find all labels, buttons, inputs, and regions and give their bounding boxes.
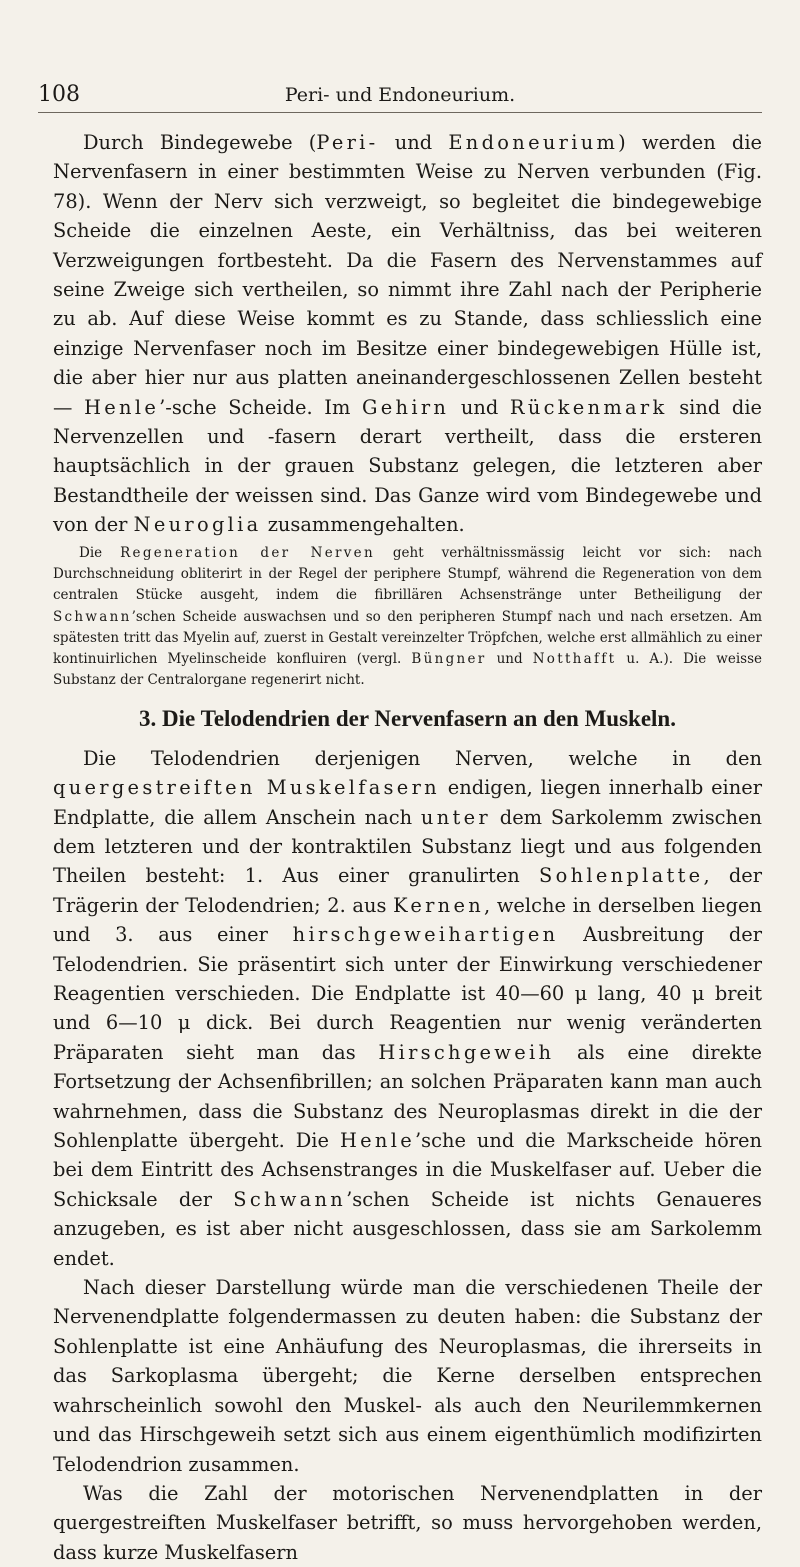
text-run: endigen, liegen innerhalb einer Endplatte, die allem Anschein nach (53, 776, 762, 829)
text-run: , welche in derselben liegen und 3. aus einer (53, 893, 762, 947)
text-run: Die (79, 544, 121, 561)
spaced-emphasis: quergestreiften Muskelfasern (53, 776, 440, 800)
body-paragraph (53, 128, 762, 540)
text-run: und (378, 131, 449, 154)
spaced-emphasis: Henle (339, 1129, 415, 1153)
spaced-emphasis: Rückenmark (509, 395, 668, 419)
spaced-emphasis: Peri- (316, 131, 379, 154)
spaced-emphasis: Büngner (411, 651, 487, 668)
section-heading (53, 704, 762, 734)
running-head: Peri- und Endoneurium. (284, 84, 516, 106)
text-run: Durch Bindegewebe ( (83, 131, 317, 154)
body-paragraph (53, 1273, 762, 1479)
text-run: u. A.). Die weisse Substanz der Centralorgane regenerirt nicht. (53, 651, 762, 689)
spaced-emphasis: Neuroglia (133, 513, 262, 537)
spaced-emphasis: Henle (84, 395, 160, 419)
text-run: Was die Zahl der motorischen Nervenendplatten in der quergestreiften Muskelfaser betrifft, so muss hervorgehoben werden, dass kurze Muskelfasern (53, 1481, 762, 1564)
text-run: geht verhältnissmässig leicht vor sich: nach Durchschneidung obliterirt in der Regel der periphere Stumpf, während die Regeneration von dem centralen Stücke ausgeht, indem die fibrillären Achsenstränge unter Betheiligung der (53, 544, 762, 604)
spaced-emphasis: Notthafft (532, 651, 617, 668)
spaced-emphasis: Kernen (393, 893, 485, 917)
text-run: ’-sche Scheide. Im (159, 395, 362, 419)
page-number: 108 (38, 82, 80, 107)
text-run: sind die Nervenzellen und -fasern derart vertheilt, dass die ersteren hauptsächlich in der grauen Substanz gelegen, die letzteren aber Bestandtheile der weissen sind. Das Ganze wird vom Bindegewebe und von der (53, 395, 762, 537)
text-run: ’sche und die Markscheide hören bei dem Eintritt des Achsenstranges in die Muskelfaser auf. Ueber die Schicksale der (53, 1129, 762, 1211)
spaced-emphasis: Schwann (233, 1187, 347, 1211)
footnote-paragraph (53, 543, 762, 692)
body-paragraph (53, 1479, 762, 1567)
spaced-emphasis: Sohlenplatte (539, 864, 704, 888)
spaced-emphasis: hirschgeweihartigen (292, 923, 559, 947)
spaced-emphasis: Hirschgeweih (378, 1040, 555, 1064)
spaced-emphasis: Schwann (53, 608, 132, 625)
text-run: Ausbreitung der Telodendrien. Sie präsentirt sich unter der Einwirkung verschiedener Reagentien verschieden. Die Endplatte ist 40—60 μ lang, 40 μ breit und 6—10 μ dick. Bei durch Reagentien nur wenig veränderten Präparaten sieht man das (53, 923, 762, 1064)
text-run: und (486, 651, 533, 668)
text-run: Nach dieser Darstellung würde man die verschiedenen Theile der Nervenendplatte folgendermassen zu deuten haben: die Substanz der Sohlenplatte ist eine Anhäufung des Neuroplasmas, die ihrerseits in das Sarkoplasma übergeht; die Kerne derselben entsprechen wahrscheinlich sowohl den Muskel- als auch den Neurilemmkernen und das Hirschgeweih setzt sich aus einem eigenthümlich modifizirten Telodendrion zusammen. (53, 1276, 762, 1476)
text-run: dem Sarkolemm zwischen dem letzteren und der kontraktilen Substanz liegt und aus folgenden Theilen besteht: 1. Aus einer granulirten (53, 805, 762, 888)
text-run: ) werden die Nervenfasern in einer bestimmten Weise zu Nerven verbunden (Fig. 78). Wenn der Nerv sich verzweigt, so begleitet die bindegewebige Scheide die einzelnen Aeste, ein Verhältniss, das bei weiteren Verzweigungen fortbesteht. Da die Fasern des Nervenstammes auf seine Zweige sich vertheilen, so nimmt ihre Zahl nach der Peripherie zu ab. Auf diese Weise kommt es zu Stande, dass schliesslich eine einzige Nervenfaser noch im Besitze einer bindegewebigen Hülle ist, die aber hier nur aus platten aneinandergeschlossenen Zellen besteht — (53, 131, 762, 419)
spaced-emphasis: unter (420, 805, 491, 829)
text-run: ’schen Scheide ist nichts Genaueres anzugeben, es ist aber nicht ausgeschlossen, dass sie am Sarkolemm endet. (53, 1187, 762, 1270)
text-run: Die Telodendrien derjenigen Nerven, welche in den (83, 746, 762, 770)
text-run: und (449, 395, 510, 419)
text-run: , der Trägerin der Telodendrien; 2. aus (53, 864, 762, 917)
text-run: 3. Die Telodendrien der Nervenfasern an den Muskeln. (139, 705, 676, 731)
spaced-emphasis: Endoneurium (448, 131, 619, 154)
spaced-emphasis: Gehirn (362, 395, 450, 419)
text-run: zusammengehalten. (261, 513, 465, 537)
text-body (53, 128, 762, 1567)
spaced-emphasis: Regeneration der Nerven (120, 544, 375, 561)
page-header (38, 82, 762, 113)
body-paragraph (53, 744, 762, 1273)
text-run: als eine direkte Fortsetzung der Achsenfibrillen; an solchen Präparaten kann man auch wahrnehmen, dass die Substanz des Neuroplasmas direkt in die der Sohlenplatte übergeht. Die (53, 1040, 762, 1153)
text-run: ’schen Scheide auswachsen und so den peripheren Stumpf nach und nach ersetzen. Am spätesten tritt das Myelin auf, zuerst in Gestalt vereinzelter Tröpfchen, welche erst allmählich zu einer kontinuirlichen Myelinscheide konfluiren (vergl. (53, 608, 762, 668)
